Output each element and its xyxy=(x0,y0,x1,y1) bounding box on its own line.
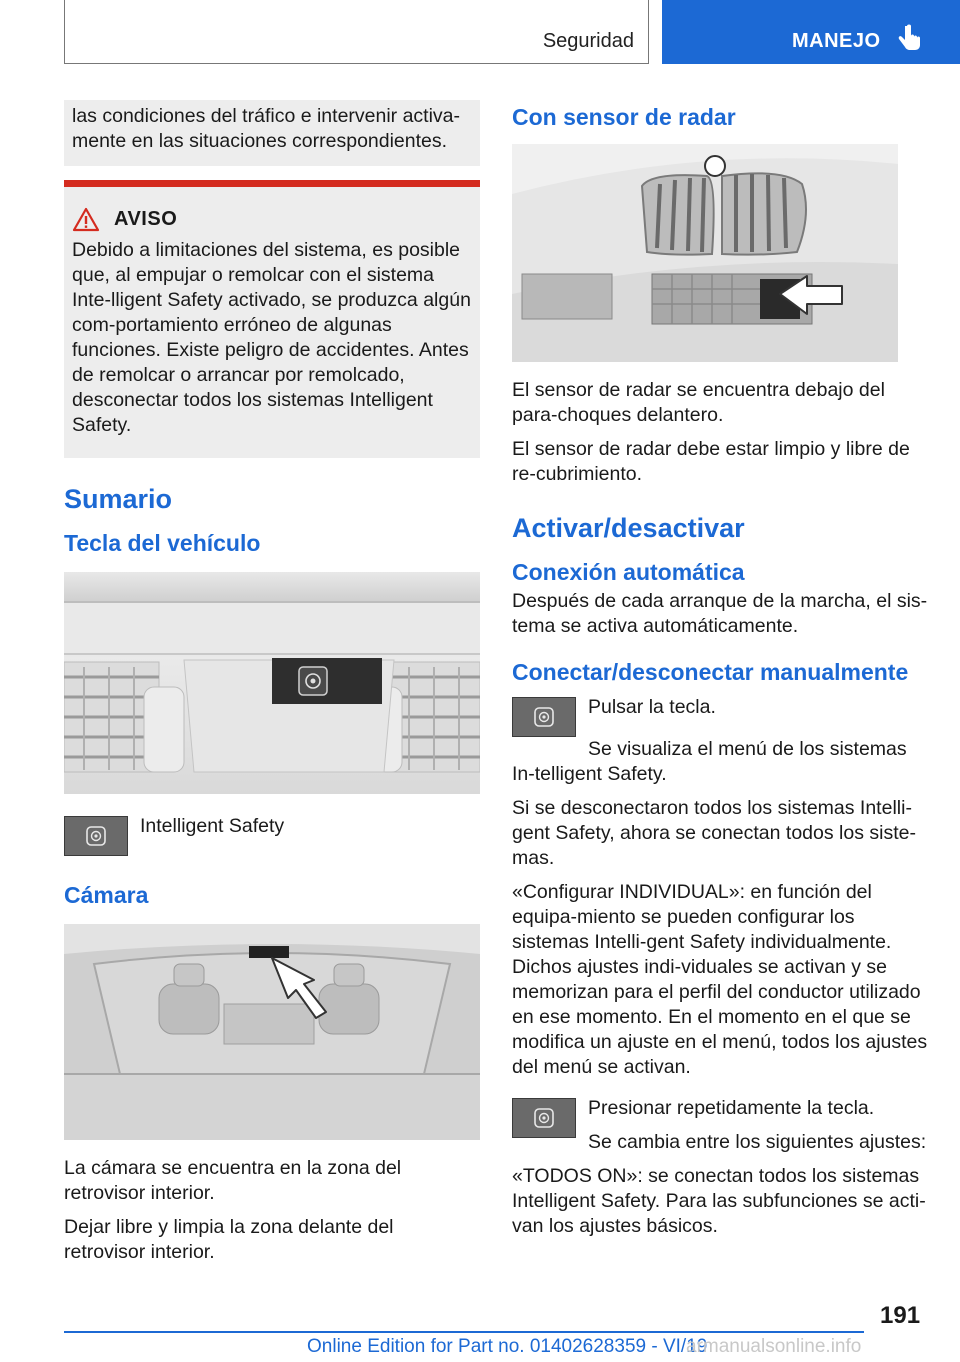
intelligent-safety-key-icon xyxy=(512,697,576,737)
heading-sumario: Sumario xyxy=(64,484,173,514)
header-section-title: Seguridad xyxy=(542,30,634,52)
vehicle-key-illustration xyxy=(64,572,480,794)
radar-text-1: El sensor de radar se encuentra debajo del para-choques delantero. xyxy=(512,379,885,426)
warning-text: Debido a limitaciones del sistema, es posible que, al empujar o remolcar con el sistema Inte-lligent Safety activado, se produzca algún com-portamiento erróneo de algunas funciones. Existe peligro de accidentes. Antes de remolcar o arrancar por remolcado, desconectar todos los sistemas Intelligent Safety. xyxy=(72,239,471,436)
key-row-intelligent-safety xyxy=(64,814,480,856)
warning-triangle-icon xyxy=(72,207,100,232)
manual-text-2: «Configurar INDIVIDUAL»: en función del equipa-miento se pueden configurar los sistemas Intelli-gent Safety individualmente. Dichos ajustes indi-viduales se activan y se memorizan para el perfil del conductor utilizado en ese momento. En el momento en el que se modifica un ajuste en el menú, todos los ajustes del menú se activan. xyxy=(512,881,928,1078)
key-label: Intelligent Safety xyxy=(140,815,285,837)
footer-divider xyxy=(64,1331,864,1333)
camara-text-2: Dejar libre y limpia la zona delante del retrovisor interior. xyxy=(64,1216,394,1263)
intro-text: las condiciones del tráfico e intervenir activa-mente en las situaciones correspondientes. xyxy=(72,105,461,152)
radar-text-2: El sensor de radar debe estar limpio y libre de re-cubrimiento. xyxy=(512,438,910,485)
header-chapter-title: MANEJO xyxy=(792,30,881,52)
heading-tecla: Tecla del vehículo xyxy=(64,530,261,556)
manual-key-1-text-b: Se visualiza el menú de los sistemas In-telligent Safety. xyxy=(512,738,907,785)
key-row-pulsar xyxy=(512,695,928,737)
right-column xyxy=(512,100,928,1248)
camara-text-1: La cámara se encuentra en la zona del retrovisor interior. xyxy=(64,1157,402,1204)
intelligent-safety-key-icon xyxy=(64,816,128,856)
page-number: 191 xyxy=(880,1302,921,1329)
heading-activar: Activar/desactivar xyxy=(512,513,745,543)
manual-text-1: Si se desconectaron todos los sistemas Intelli-gent Safety, ahora se conectan todos los siste-mas. xyxy=(512,797,916,869)
intro-box xyxy=(64,100,480,166)
heading-radar: Con sensor de radar xyxy=(512,104,736,130)
intelligent-safety-key-icon xyxy=(512,1098,576,1138)
left-column xyxy=(64,100,480,1274)
steering-hand-icon xyxy=(897,24,923,52)
heading-auto: Conexión automática xyxy=(512,559,745,585)
manual-key-1-text-a: Pulsar la tecla. xyxy=(588,696,716,718)
heading-manual: Conectar/desconectar manualmente xyxy=(512,659,909,685)
radar-illustration xyxy=(512,144,898,362)
manual-key-2-text-b: Se cambia entre los siguientes ajustes: xyxy=(588,1131,927,1153)
key-row-presionar xyxy=(512,1096,928,1164)
footer-edition: Online Edition for Part no. 01402628359 - VI/19 xyxy=(307,1336,708,1357)
auto-text: Después de cada arranque de la marcha, el sis-tema se activa automáticamente. xyxy=(512,590,928,637)
header-chapter-tab xyxy=(662,0,960,64)
header-section-box xyxy=(64,0,649,64)
camera-illustration xyxy=(64,924,480,1140)
manual-key-2-text-a: Presionar repetidamente la tecla. xyxy=(588,1097,875,1119)
manual-text-3: «TODOS ON»: se conectan todos los sistemas Intelligent Safety. Para las subfunciones se acti-van los ajustes básicos. xyxy=(512,1165,926,1237)
heading-camara: Cámara xyxy=(64,882,149,908)
warning-title: AVISO xyxy=(114,208,178,230)
warning-box xyxy=(64,180,480,458)
footer-watermark: armanualsonline.info xyxy=(686,1336,862,1357)
